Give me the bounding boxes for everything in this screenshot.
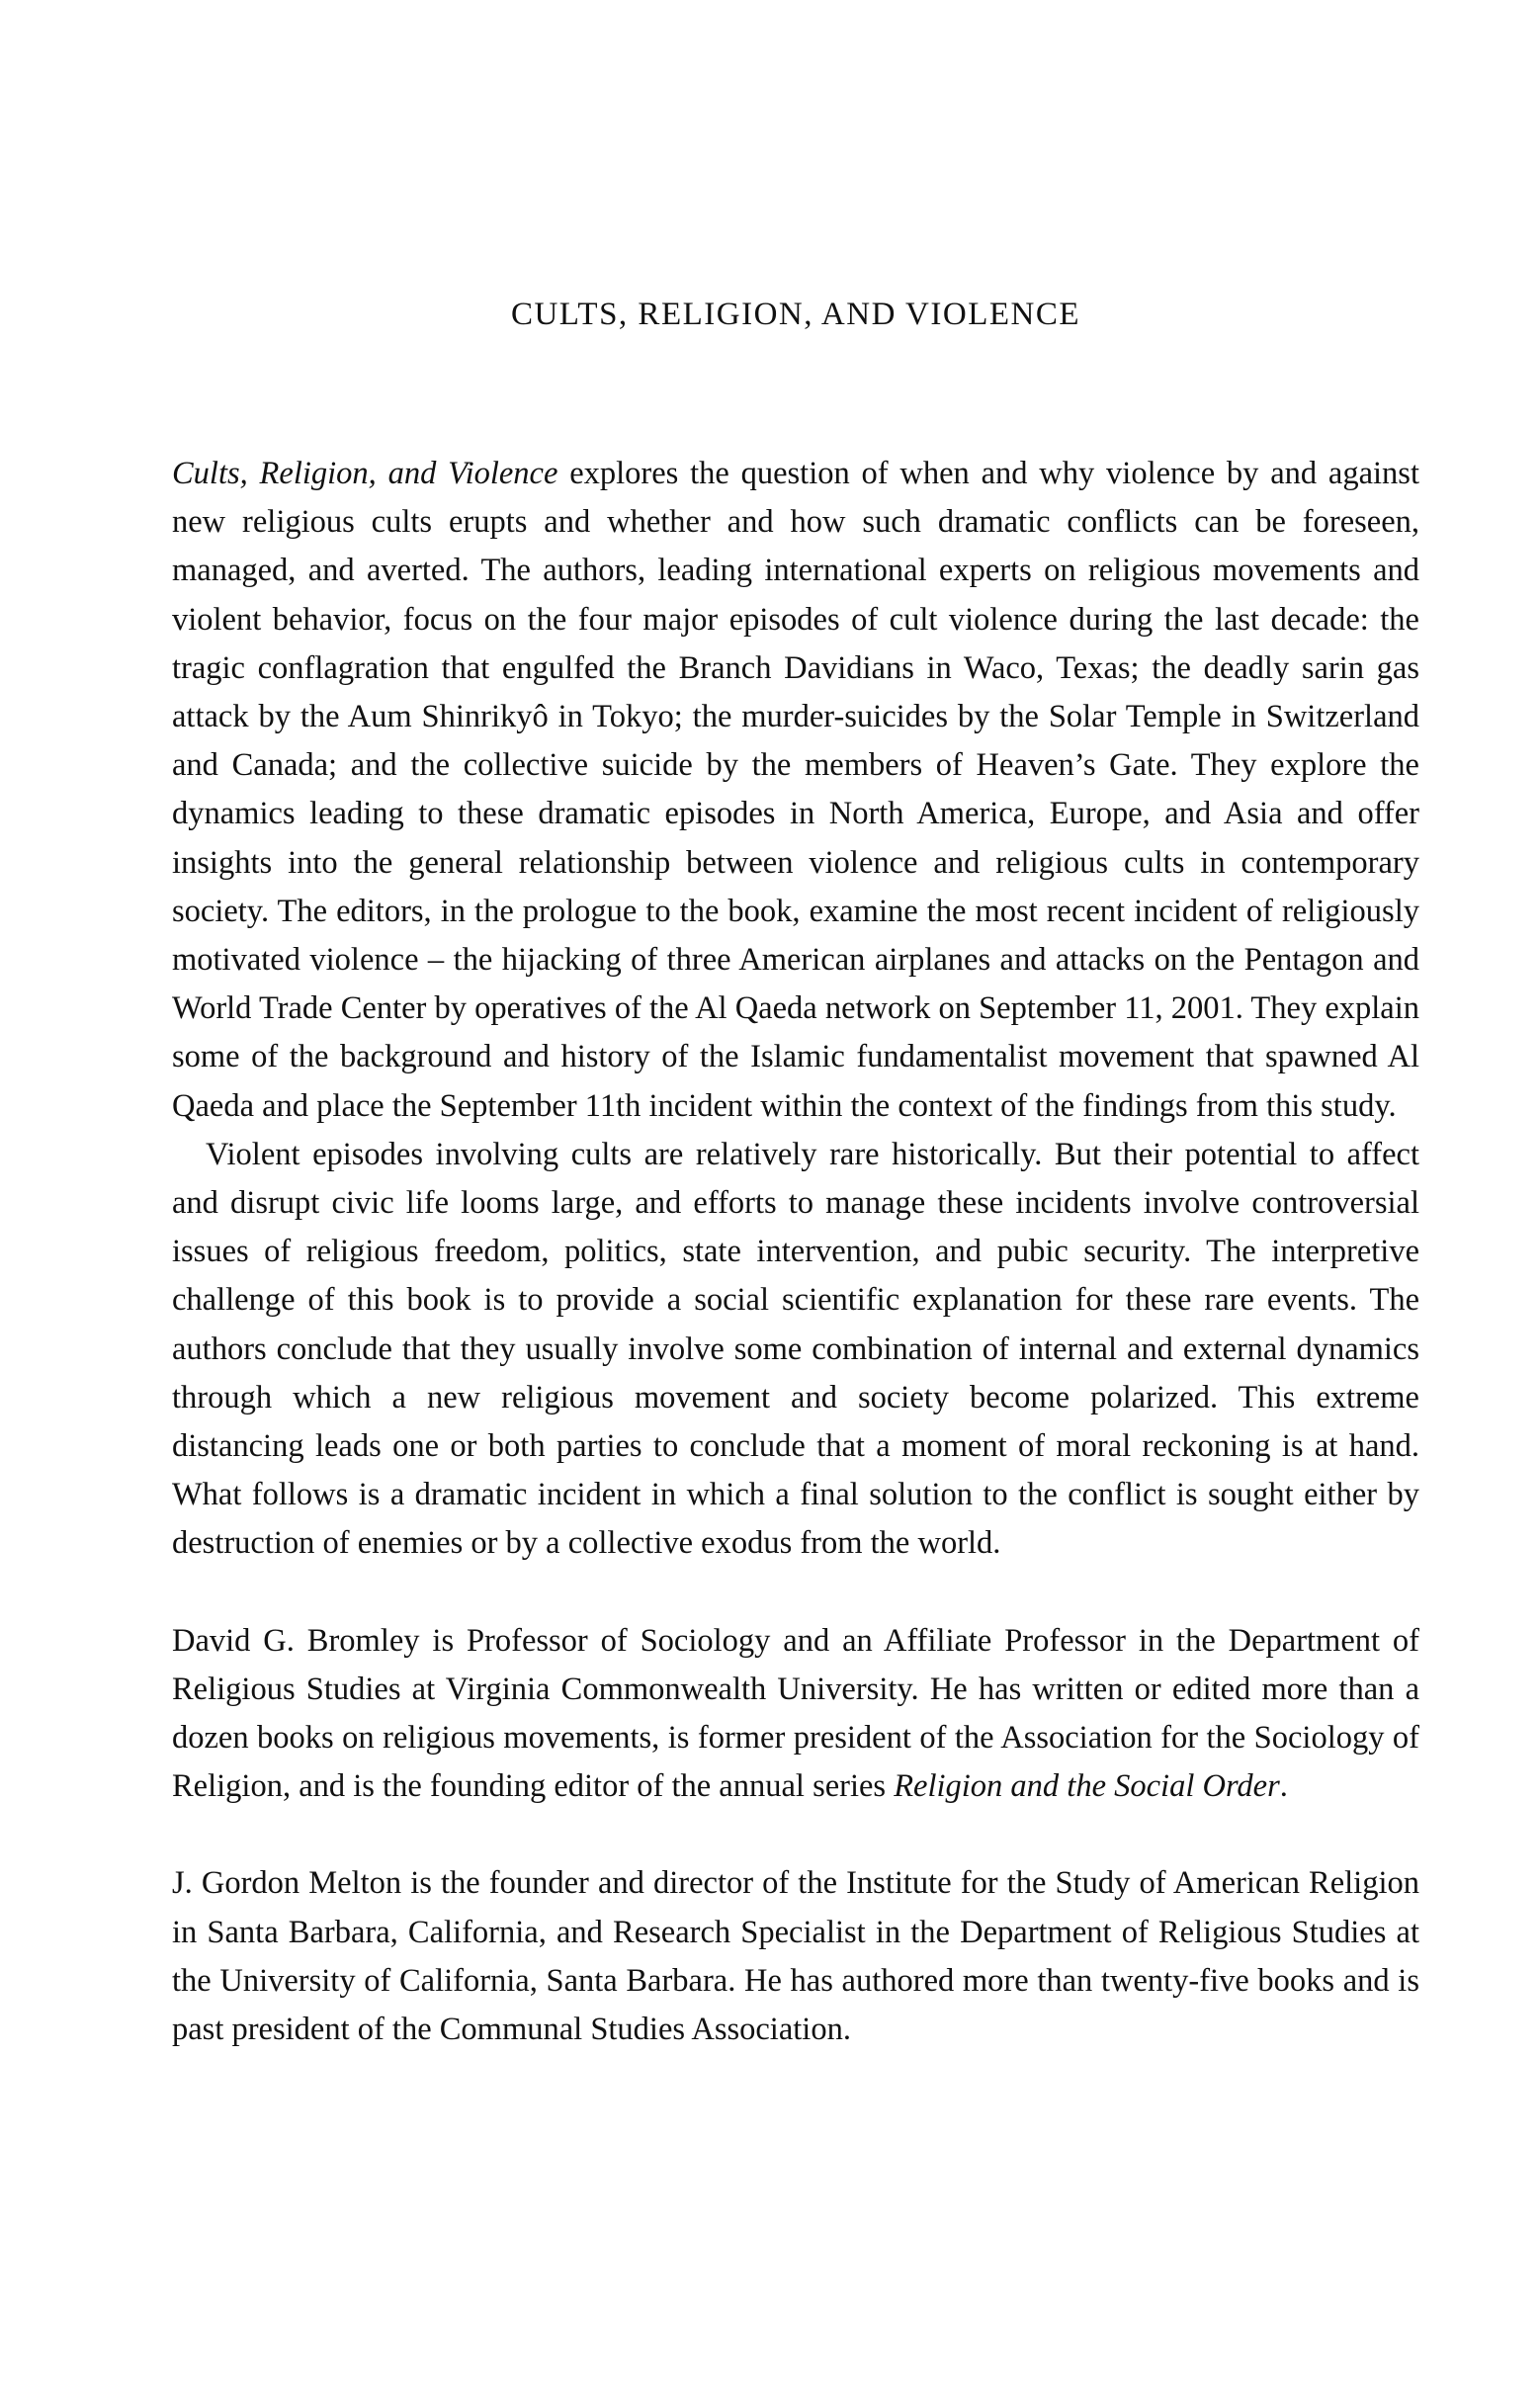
bio-text: J. Gordon Melton is the founder and director of the Institute for the Study of American Religion in Santa Barbara, California, and Research Specialist in the Department of Religious Studies at the University of California, Santa Barbara. He has authored more than twenty-five books and is past president of the Communal Studies Association. [172,1865,1419,2048]
page-title: CULTS, RELIGION, AND VIOLENCE [510,297,1081,332]
bio-text: David G. Bromley is Professor of Sociology and an Affiliate Professor in the Department of Religious Studies at Virginia Commonwealth University. He has written or edited more than a dozen books on religious movements, is former president of the Association for the Sociology of Religion, and is the founding editor of the annual series [172,1622,1419,1805]
description-paragraph-2: Violent episodes involving cults are relatively rare historically. But their potential to affect and disrupt civic life looms large, and efforts to manage these incidents involve controversial issues of religious freedom, politics, state intervention, and pubic security. The interpretive challenge of this book is to provide a social scientific explanation for these rare events. The authors conclude that they usually involve some combination of internal and external dynamics through which a new religious movement and society become polarized. This extreme distancing leads one or both parties to conclude that a moment of moral reckoning is at hand. What follows is a dramatic incident in which a final solution to the conflict is sought either by destruction of enemies or by a collective exodus from the world. [172,1136,1419,1562]
description-text-1: explores the question of when and why violence by and against new religious cults erupts and whether and how such dramatic conflicts can be foreseen, managed, and averted. The authors, leading international experts on religious movements and violent behavior, focus on the four major episodes of cult violence during the last decade: the tragic conflagration that engulfed the Branch Davidians in Waco, Texas; the deadly sarin gas attack by the Aum Shinrikyô in Tokyo; the murder-suicides by the Solar Temple in Switzerland and Canada; and the collective suicide by the members of Heaven’s Gate. They explore the dynamics leading to these dramatic episodes in North America, Europe, and Asia and offer insights into the general relationship between violence and religious cults in contemporary society. The editors, in the prologue to the book, examine the most recent incident of religiously motivated violence – the hijacking of three American airplanes and attacks on the Pentagon and World Trade Center by operatives of the Al Qaeda network on September 11, 2001. They explain some of the background and history of the Islamic fundamentalist movement that spawned Al Qaeda and place the September 11th incident within the context of the findings from this study. [172,456,1419,1124]
book-description [172,450,1419,2054]
series-title-italic: Religion and the Social Order [894,1768,1280,1805]
author-bio-bromley [172,1617,1419,1812]
author-bio-melton [172,1859,1419,2054]
description-paragraph-1 [172,450,1419,1131]
bio-text-end: . [1279,1768,1288,1805]
book-title-italic: Cults, Religion, and Violence [172,456,558,491]
